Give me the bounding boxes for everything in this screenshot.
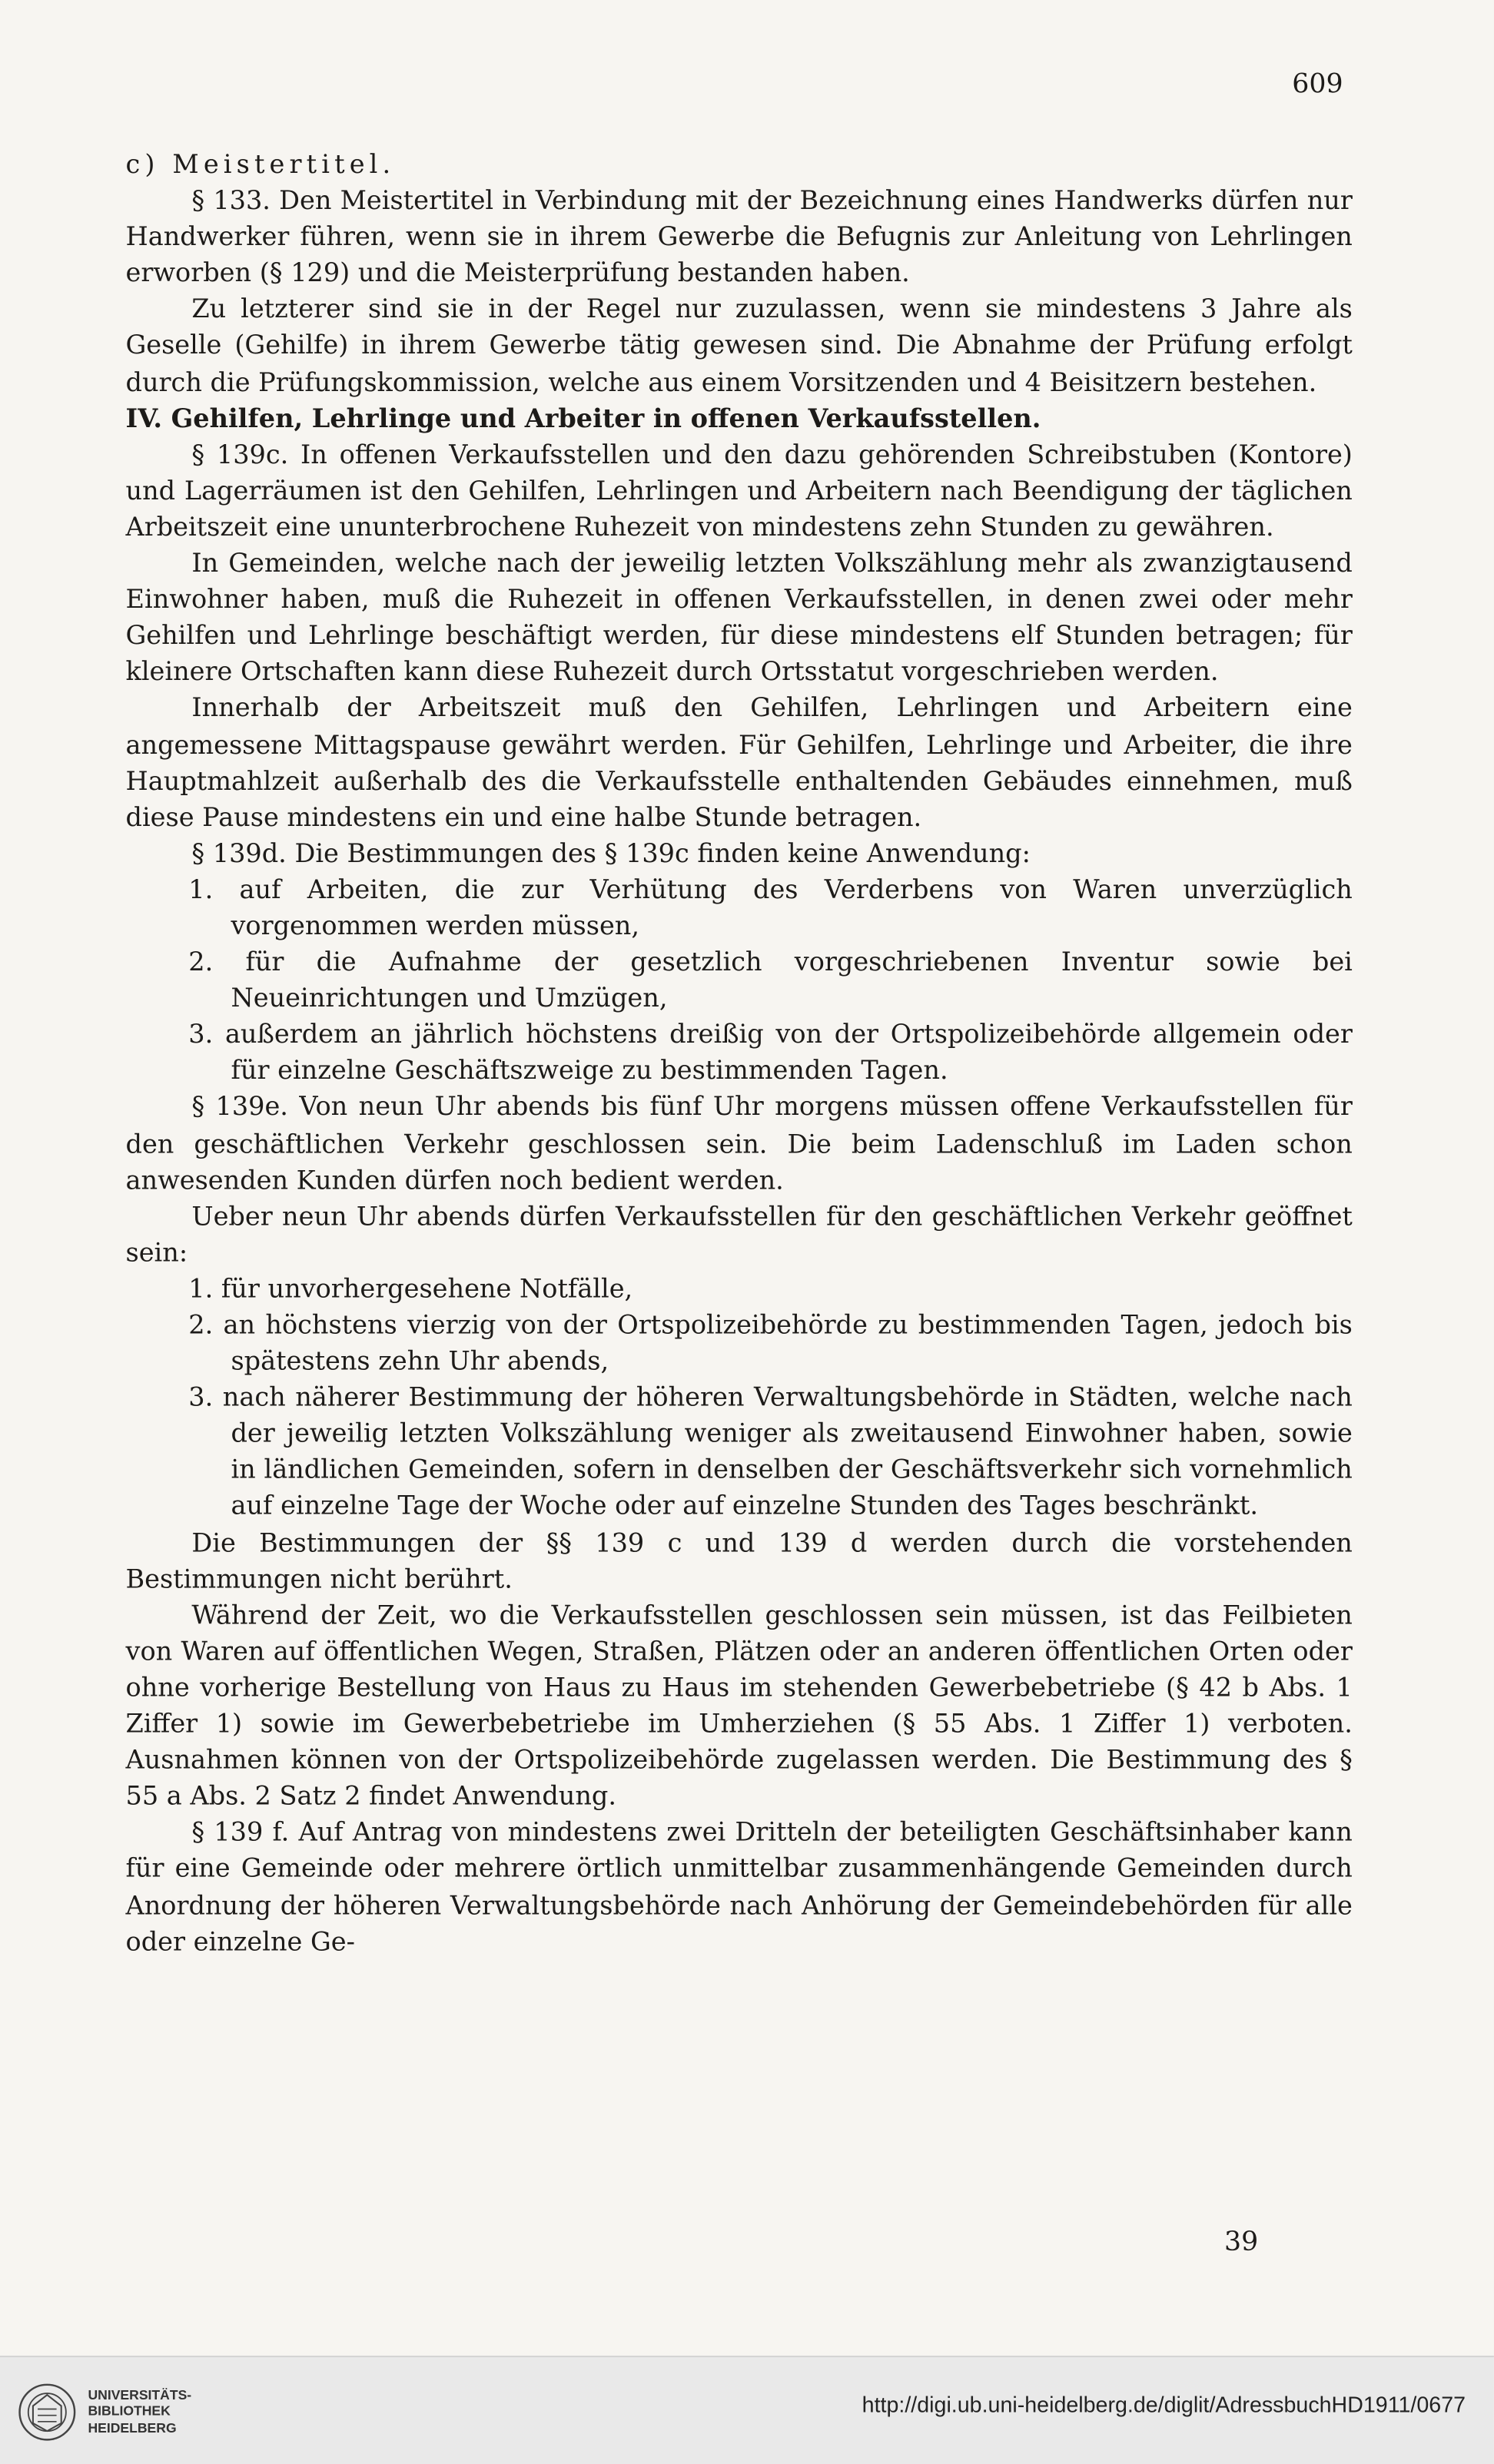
- chapter-heading: IV. Gehilfen, Lehrlinge und Arbeiter in offenen Verkaufsstellen.: [125, 403, 1041, 433]
- viewer-footer: [0, 2356, 1494, 2464]
- paragraph: In Gemeinden, welche nach der jeweilig letzten Volkszählung mehr als zwanzigtausend Einwohner haben, muß die Ruhezeit in offenen Verkaufsstellen, in denen zwei oder mehr Gehilfen und Lehrlinge beschäftigt werden, für diese mindestens elf Stunden betragen; für kleinere Ortschaften kann diese Ruhezeit durch Ortsstatut vorgeschrieben werden.: [125, 548, 1353, 687]
- source-url-link[interactable]: http://digi.ub.uni-heidelberg.de/diglit/AdressbuchHD1911/0677: [862, 2392, 1466, 2417]
- paragraph: Die Bestimmungen der §§ 139 c und 139 d werden durch die vorstehenden Bestimmungen nicht berührt.: [125, 1527, 1353, 1593]
- paragraph: Während der Zeit, wo die Verkaufsstellen geschlossen sein müssen, ist das Feilbieten von Waren auf öffentlichen Wegen, Straßen, Plätzen oder an anderen öffentlichen Orten oder ohne vorherige Bestellung von Haus zu Haus im stehenden Gewerbebetriebe (§ 42 b Abs. 1 Ziffer 1) sowie im Gewerbebetriebe im Umherziehen (§ 55 Abs. 1 Ziffer 1) verboten. Ausnahmen können von der Ortspolizeibehörde zugelassen werden. Die Bestimmung des § 55 a Abs. 2 Satz 2 findet Anwendung.: [125, 1600, 1353, 1812]
- paragraph: Zu letzterer sind sie in der Regel nur zuzulassen, wenn sie mindestens 3 Jahre als Geselle (Gehilfe) in ihrem Gewerbe tätig gewesen sind. Die Abnahme der Prüfung erfolgt durch die Prüfungskommission, welche aus einem Vorsitzenden und 4 Beisitzern bestehen.: [125, 293, 1353, 397]
- paragraph: Innerhalb der Arbeitszeit muß den Gehilfen, Lehrlingen und Arbeitern eine angemessene Mittagspause gewährt werden. Für Gehilfen, Lehrlinge und Arbeiter, die ihre Hauptmahlzeit außerhalb des die Verkaufsstelle enthaltenden Gebäudes einnehmen, muß diese Pause mindestens ein und eine halbe Stunde betragen.: [125, 693, 1353, 832]
- list-item: 1. für unvorhergesehene Notfälle,: [188, 1273, 633, 1304]
- page-number-top: 609: [1292, 68, 1343, 101]
- section-title: c) Meistertitel.: [125, 149, 396, 180]
- list-item: 3. außerdem an jährlich höchstens dreißig von der Ortspolizeibehörde allgemein oder für einzelne Geschäftszweige zu bestimmenden Tagen.: [188, 1020, 1353, 1086]
- paragraph: § 139 f. Auf Antrag von mindestens zwei Dritteln der beteiligten Geschäftsinhaber kann für eine Gemeinde oder mehrere örtlich unmittelbar zusammenhängende Gemeinden durch Anordnung der höheren Verwaltungsbehörde nach Anhörung der Gemeindebehörden für alle oder einzelne Ge-: [125, 1817, 1353, 1956]
- paragraph: § 139d. Die Bestimmungen des § 139c finden keine Anwendung:: [191, 838, 1031, 868]
- paragraph: § 139c. In offenen Verkaufsstellen und den dazu gehörenden Schreibstuben (Kontore) und Lagerräumen ist den Gehilfen, Lehrlingen und Arbeitern nach Beendigung der täglichen Arbeitszeit eine ununterbrochene Ruhezeit von mindestens zehn Stunden zu gewähren.: [125, 439, 1353, 542]
- logo-line: BIBLIOTHEK: [88, 2403, 171, 2419]
- logo-line: UNIVERSITÄTS-: [88, 2386, 192, 2403]
- list-item: 3. nach näherer Bestimmung der höheren Verwaltungsbehörde in Städten, welche nach der jeweilig letzten Volkszählung weniger als zweitausend Einwohner haben, sowie in ländlichen Gemeinden, sofern in denselben der Geschäftsverkehr sich vornehmlich auf einzelne Tage der Woche oder auf einzelne Stunden des Tages beschränkt.: [188, 1382, 1353, 1521]
- paragraph: § 133. Den Meistertitel in Verbindung mit der Bezeichnung eines Handwerks dürfen nur Handwerker führen, wenn sie in ihrem Gewerbe die Befugnis zur Anleitung von Lehrlingen erworben (§ 129) und die Meisterprüfung bestanden haben.: [125, 185, 1353, 288]
- logo-line: HEIDELBERG: [88, 2419, 177, 2436]
- page-number-bottom: 39: [1224, 2227, 1259, 2259]
- library-seal-icon: [17, 2383, 77, 2442]
- library-logo[interactable]: [17, 2378, 268, 2447]
- paragraph: § 139e. Von neun Uhr abends bis fünf Uhr morgens müssen offene Verkaufsstellen für den geschäftlichen Verkehr geschlossen sein. Die beim Ladenschluß im Laden schon anwesenden Kunden dürfen noch bedient werden.: [125, 1092, 1353, 1195]
- library-logo-text: [88, 2387, 191, 2436]
- page-body: [126, 146, 1353, 1959]
- paragraph: Ueber neun Uhr abends dürfen Verkaufsstellen für den geschäftlichen Verkehr geöffnet sein:: [125, 1201, 1353, 1268]
- list-item: 1. auf Arbeiten, die zur Verhütung des Verderbens von Waren unverzüglich vorgenommen werden müssen,: [188, 874, 1353, 941]
- list-item: 2. für die Aufnahme der gesetzlich vorgeschriebenen Inventur sowie bei Neueinrichtungen und Umzügen,: [188, 947, 1353, 1013]
- list-item: 2. an höchstens vierzig von der Ortspolizeibehörde zu bestimmenden Tagen, jedoch bis spätestens zehn Uhr abends,: [188, 1309, 1353, 1376]
